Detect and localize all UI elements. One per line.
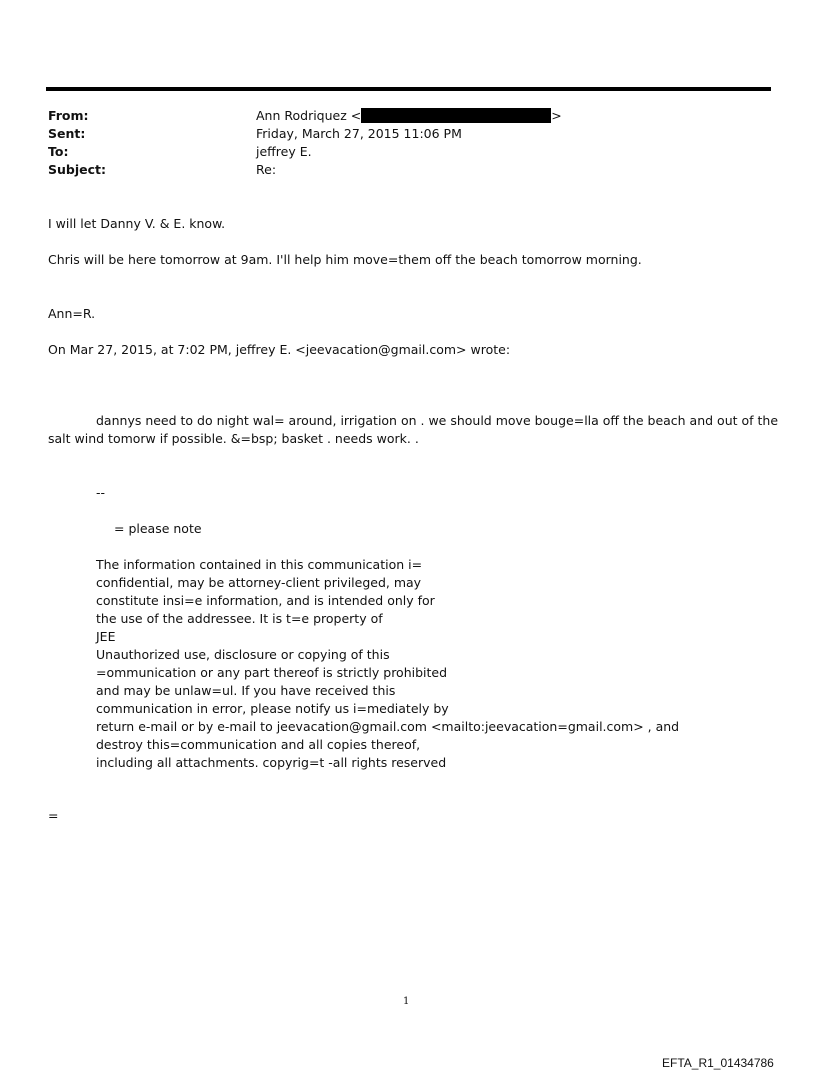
subject-label: Subject: — [48, 162, 106, 177]
please-note: = please note — [114, 521, 202, 536]
quote-intro: On Mar 27, 2015, at 7:02 PM, jeffrey E. <jeevacation@gmail.com> wrote: — [48, 342, 511, 357]
subject-value: Re: — [256, 162, 277, 177]
disclaimer-line: destroy this=communication and all copies thereof, — [96, 737, 421, 752]
trailing-equals: = — [48, 808, 59, 823]
body-line-2: Chris will be here tomorrow at 9am. I'll help him move=them off the beach tomorrow morning. — [48, 252, 642, 267]
disclaimer-line: return e-mail or by e-mail to jeevacation@gmail.com <mailto:jeevacation=gmail.com> , and — [96, 719, 680, 734]
disclaimer-line: including all attachments. copyrig=t -all rights reserved — [96, 755, 447, 770]
redaction-box — [361, 108, 551, 123]
header-rule — [46, 87, 771, 91]
to-value: jeffrey E. — [256, 144, 312, 159]
from-value — [256, 107, 562, 125]
to-label: To: — [48, 144, 69, 159]
disclaimer-line: JEE — [96, 629, 116, 644]
from-close: > — [551, 108, 562, 123]
quote-line-2: salt wind tomorw if possible. &=bsp; basket . needs work. . — [48, 431, 419, 446]
page-number: 1 — [403, 996, 410, 1007]
sent-value: Friday, March 27, 2015 11:06 PM — [256, 126, 462, 141]
from-name: Ann Rodriquez < — [256, 108, 362, 123]
disclaimer-line: Unauthorized use, disclosure or copying of this — [96, 647, 390, 662]
sent-label: Sent: — [48, 126, 86, 141]
body-line-1: I will let Danny V. & E. know. — [48, 216, 226, 231]
bates-number: EFTA_R1_01434786 — [662, 1056, 774, 1070]
disclaimer-line: constitute insi=e information, and is intended only for — [96, 593, 435, 608]
disclaimer-line: communication in error, please notify us i=mediately by — [96, 701, 449, 716]
from-label: From: — [48, 108, 89, 123]
disclaimer-line: =ommunication or any part thereof is strictly prohibited — [96, 665, 448, 680]
disclaimer-line: The information contained in this communication i= — [96, 557, 423, 572]
signature-dashes: -- — [96, 485, 106, 500]
disclaimer-line: confidential, may be attorney-client privileged, may — [96, 575, 422, 590]
quote-line-1: dannys need to do night wal= around, irrigation on . we should move bouge=lla off the beach and out of the — [96, 413, 779, 428]
disclaimer-line: and may be unlaw=ul. If you have received this — [96, 683, 396, 698]
signature: Ann=R. — [48, 306, 96, 321]
disclaimer-line: the use of the addressee. It is t=e property of — [96, 611, 383, 626]
